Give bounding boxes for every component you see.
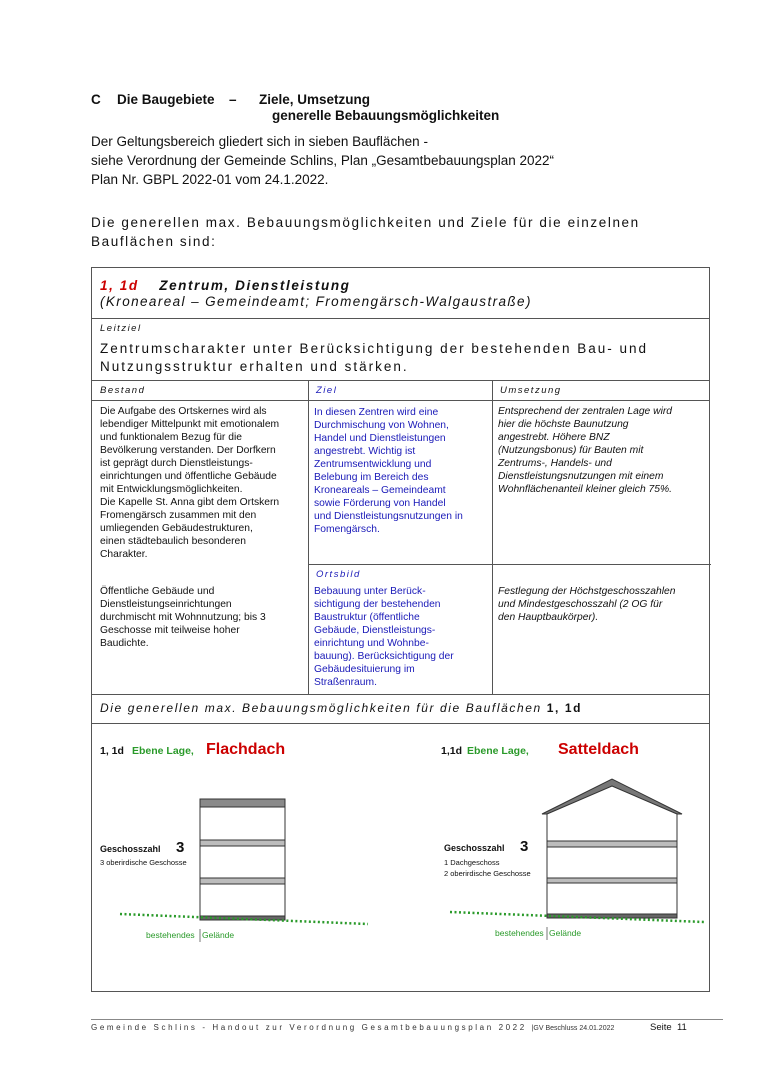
left-roof-label: Flachdach (206, 741, 286, 758)
section-title: Zentrum, Dienstleistung (159, 278, 351, 293)
heading-dash: – (229, 92, 237, 107)
text-line: einrichtung und Wohnbe- (314, 638, 429, 649)
divider (308, 380, 309, 694)
text-line: Festlegung der Höchstgeschosszahlen (498, 586, 676, 597)
text-line: Öffentliche Gebäude und (100, 586, 215, 597)
text-line: (Nutzungsbonus) für Bauten mit (498, 445, 644, 456)
text-line: hier die höchste Baunutzung (498, 419, 629, 430)
generelle-number: 1, 1d (546, 701, 583, 715)
slab (200, 840, 285, 846)
storey-1 (200, 884, 285, 916)
ziel-text-2 (314, 585, 490, 689)
divider (92, 318, 709, 319)
text-line: umliegenden Gebäudestrukturen, (100, 523, 253, 534)
divider (92, 694, 709, 695)
col-ziel-header: Ziel (316, 385, 338, 396)
text-line: durchmischt mit Wohnnutzung; bis 3 (100, 612, 266, 623)
left-geschoss-label: Geschosszahl (100, 844, 161, 854)
right-note-2: 2 oberirdische Geschosse (444, 869, 531, 878)
umsetzung-text-1 (498, 405, 708, 496)
heading-title: Die Baugebiete (117, 92, 215, 107)
text-line: Durchmischung von Wohnen, (314, 420, 449, 431)
divider (492, 380, 493, 694)
left-geschoss-num: 3 (176, 839, 185, 856)
intro-line: Bauflächen sind: (91, 234, 217, 249)
intro-text (91, 132, 731, 189)
text-line: Die Aufgabe des Ortskernes wird als (100, 406, 267, 417)
text-line: Handel und Dienstleistungen (314, 433, 446, 444)
footer-text (91, 1023, 614, 1032)
intro-line: Der Geltungsbereich gliedert sich in sieben Bauflächen - (91, 134, 428, 149)
text-line: sowie Förderung von Handel (314, 498, 446, 509)
storey-3 (200, 807, 285, 840)
left-note-1: 3 oberirdische Geschosse (100, 858, 187, 867)
flat-roof (200, 799, 285, 807)
text-line: und funktionalem Bezug für die (100, 432, 242, 443)
generelle-text: Die generellen max. Bebauungsmöglichkeiten für die Bauflächen (100, 701, 542, 715)
ortsbild-label: Ortsbild (316, 569, 361, 580)
bestand-text-2 (100, 585, 305, 650)
text-line: und Mindestgeschosszahl (2 OG für (498, 599, 663, 610)
right-label-num: 1,1d (441, 745, 463, 757)
section-title-row (100, 277, 351, 295)
ziel-text-1 (314, 406, 490, 536)
text-line: Geschosse mit teilweise hoher (100, 625, 240, 636)
text-line: Dienstleistungsnutzungen mit einem (498, 471, 664, 482)
text-line: Gebäudesituierung im (314, 664, 415, 675)
text-line: sichtigung der bestehenden (314, 599, 441, 610)
building-diagrams (92, 724, 709, 992)
text-line: einen städtebaulich besonderen (100, 536, 246, 547)
diagram-satteldach (441, 741, 704, 940)
text-line: Zentrums-, Handels- und (498, 458, 612, 469)
text-line: Die Kapelle St. Anna gibt dem Ortskern (100, 497, 280, 508)
text-line: einrichtungen und öffentliche Gebäude (100, 471, 277, 482)
umsetzung-text-2 (498, 585, 708, 624)
text-line: Gebäude, Dienstleistungs- (314, 625, 436, 636)
text-line: Bebauung unter Berück- (314, 586, 426, 597)
bestand-text-1 (100, 405, 305, 561)
intro-line: Die generellen max. Bebauungsmöglichkeiten und Ziele für die einzelnen (91, 215, 640, 230)
attic-storey (547, 786, 677, 841)
footer-beschluss: |GV Beschluss 24.01.2022 (531, 1025, 615, 1032)
text-line: Entsprechend der zentralen Lage wird (498, 406, 673, 417)
text-line: lebendiger Mittelpunkt mit emotionalem (100, 419, 280, 430)
left-label-num: 1, 1d (100, 745, 124, 757)
slab (547, 841, 677, 847)
divider (92, 400, 709, 401)
section-subtitle: (Kroneareal – Gemeindeamt; Fromengärsch-Walgaustraße) (100, 294, 532, 309)
right-gelaende-b: Gelände (549, 928, 582, 938)
text-line: und Dienstleistungsnutzungen in (314, 511, 463, 522)
col-bestand-header: Bestand (100, 385, 146, 396)
text-line: In diesen Zentren wird eine (314, 407, 439, 418)
text-line: bauung). Berücksichtigung der (314, 651, 454, 662)
text-line: Baudichte. (100, 638, 149, 649)
footer-title: Gemeinde Schlins - Handout zur Verordnung Gesamtbebauungsplan 2022 (91, 1023, 527, 1032)
leitziel-text (100, 340, 648, 376)
divider (92, 380, 709, 381)
left-label-lage: Ebene Lage, (132, 745, 194, 757)
right-label-lage: Ebene Lage, (467, 745, 529, 757)
page-label: Seite (650, 1022, 672, 1033)
text-line: Kroneareals – Gemeindeamt (314, 485, 446, 496)
text-line: angestrebt. Wichtig ist (314, 446, 416, 457)
right-roof-label: Satteldach (558, 741, 639, 758)
col-umsetzung-header: Umsetzung (500, 385, 562, 396)
text-line: ist geprägt durch Dienstleistungs- (100, 458, 253, 469)
generelle-row (100, 701, 582, 715)
text-line: Charakter. (100, 549, 148, 560)
slab (547, 878, 677, 883)
right-note-1: 1 Dachgeschoss (444, 858, 500, 867)
intro-text-2 (91, 213, 731, 251)
leitziel-label: Leitziel (100, 323, 142, 334)
text-line: Wohnflächenanteil kleiner gleich 75%. (498, 484, 673, 495)
text-line: Zentrumsentwicklung und (314, 459, 432, 470)
footer-rule (91, 1019, 723, 1020)
divider (308, 564, 711, 565)
text-line: angestrebt. Höhere BNZ (498, 432, 610, 443)
text-line: Dienstleistungseinrichtungen (100, 599, 232, 610)
right-gelaende-a: bestehendes (495, 928, 544, 938)
page-num: 11 (676, 1022, 687, 1033)
heading-letter: C (91, 92, 101, 107)
heading-subtitle-1: Ziele, Umsetzung (259, 92, 371, 107)
storey-2 (200, 846, 285, 878)
intro-line: Plan Nr. GBPL 2022-01 vom 24.1.2022. (91, 172, 329, 187)
section-number: 1, 1d (100, 278, 139, 293)
text-line: Bevölkerung verstanden. Der Dorfkern (100, 445, 276, 456)
slab (200, 878, 285, 884)
right-geschoss-num: 3 (520, 838, 529, 855)
left-gelaende-a: bestehendes (146, 930, 195, 940)
intro-line: siehe Verordnung der Gemeinde Schlins, Plan „Gesamtbebauungsplan 2022“ (91, 153, 555, 168)
leitziel-line: Zentrumscharakter unter Berücksichtigung der bestehenden Bau- und (100, 341, 648, 356)
storey-2 (547, 847, 677, 878)
text-line: Belebung im Bereich des (314, 472, 429, 483)
text-line: den Hauptbaukörper). (498, 612, 599, 623)
page-number (650, 1022, 687, 1033)
right-geschoss-label: Geschosszahl (444, 843, 505, 853)
baufläche-table (91, 267, 710, 992)
text-line: Straßenraum. (314, 677, 377, 688)
storey-1 (547, 883, 677, 914)
text-line: Baustruktur (öffentliche (314, 612, 420, 623)
text-line: mit Entwicklungsmöglichkeiten. (100, 484, 243, 495)
section-heading (91, 92, 370, 107)
heading-subtitle-2: generelle Bebauungsmöglichkeiten (272, 108, 500, 123)
text-line: Fromengärsch zusammen mit den (100, 510, 257, 521)
leitziel-line: Nutzungsstruktur erhalten und stärken. (100, 359, 409, 374)
left-gelaende-b: Gelände (202, 930, 235, 940)
diagram-flachdach (100, 741, 368, 942)
text-line: Fomengärsch. (314, 524, 380, 535)
